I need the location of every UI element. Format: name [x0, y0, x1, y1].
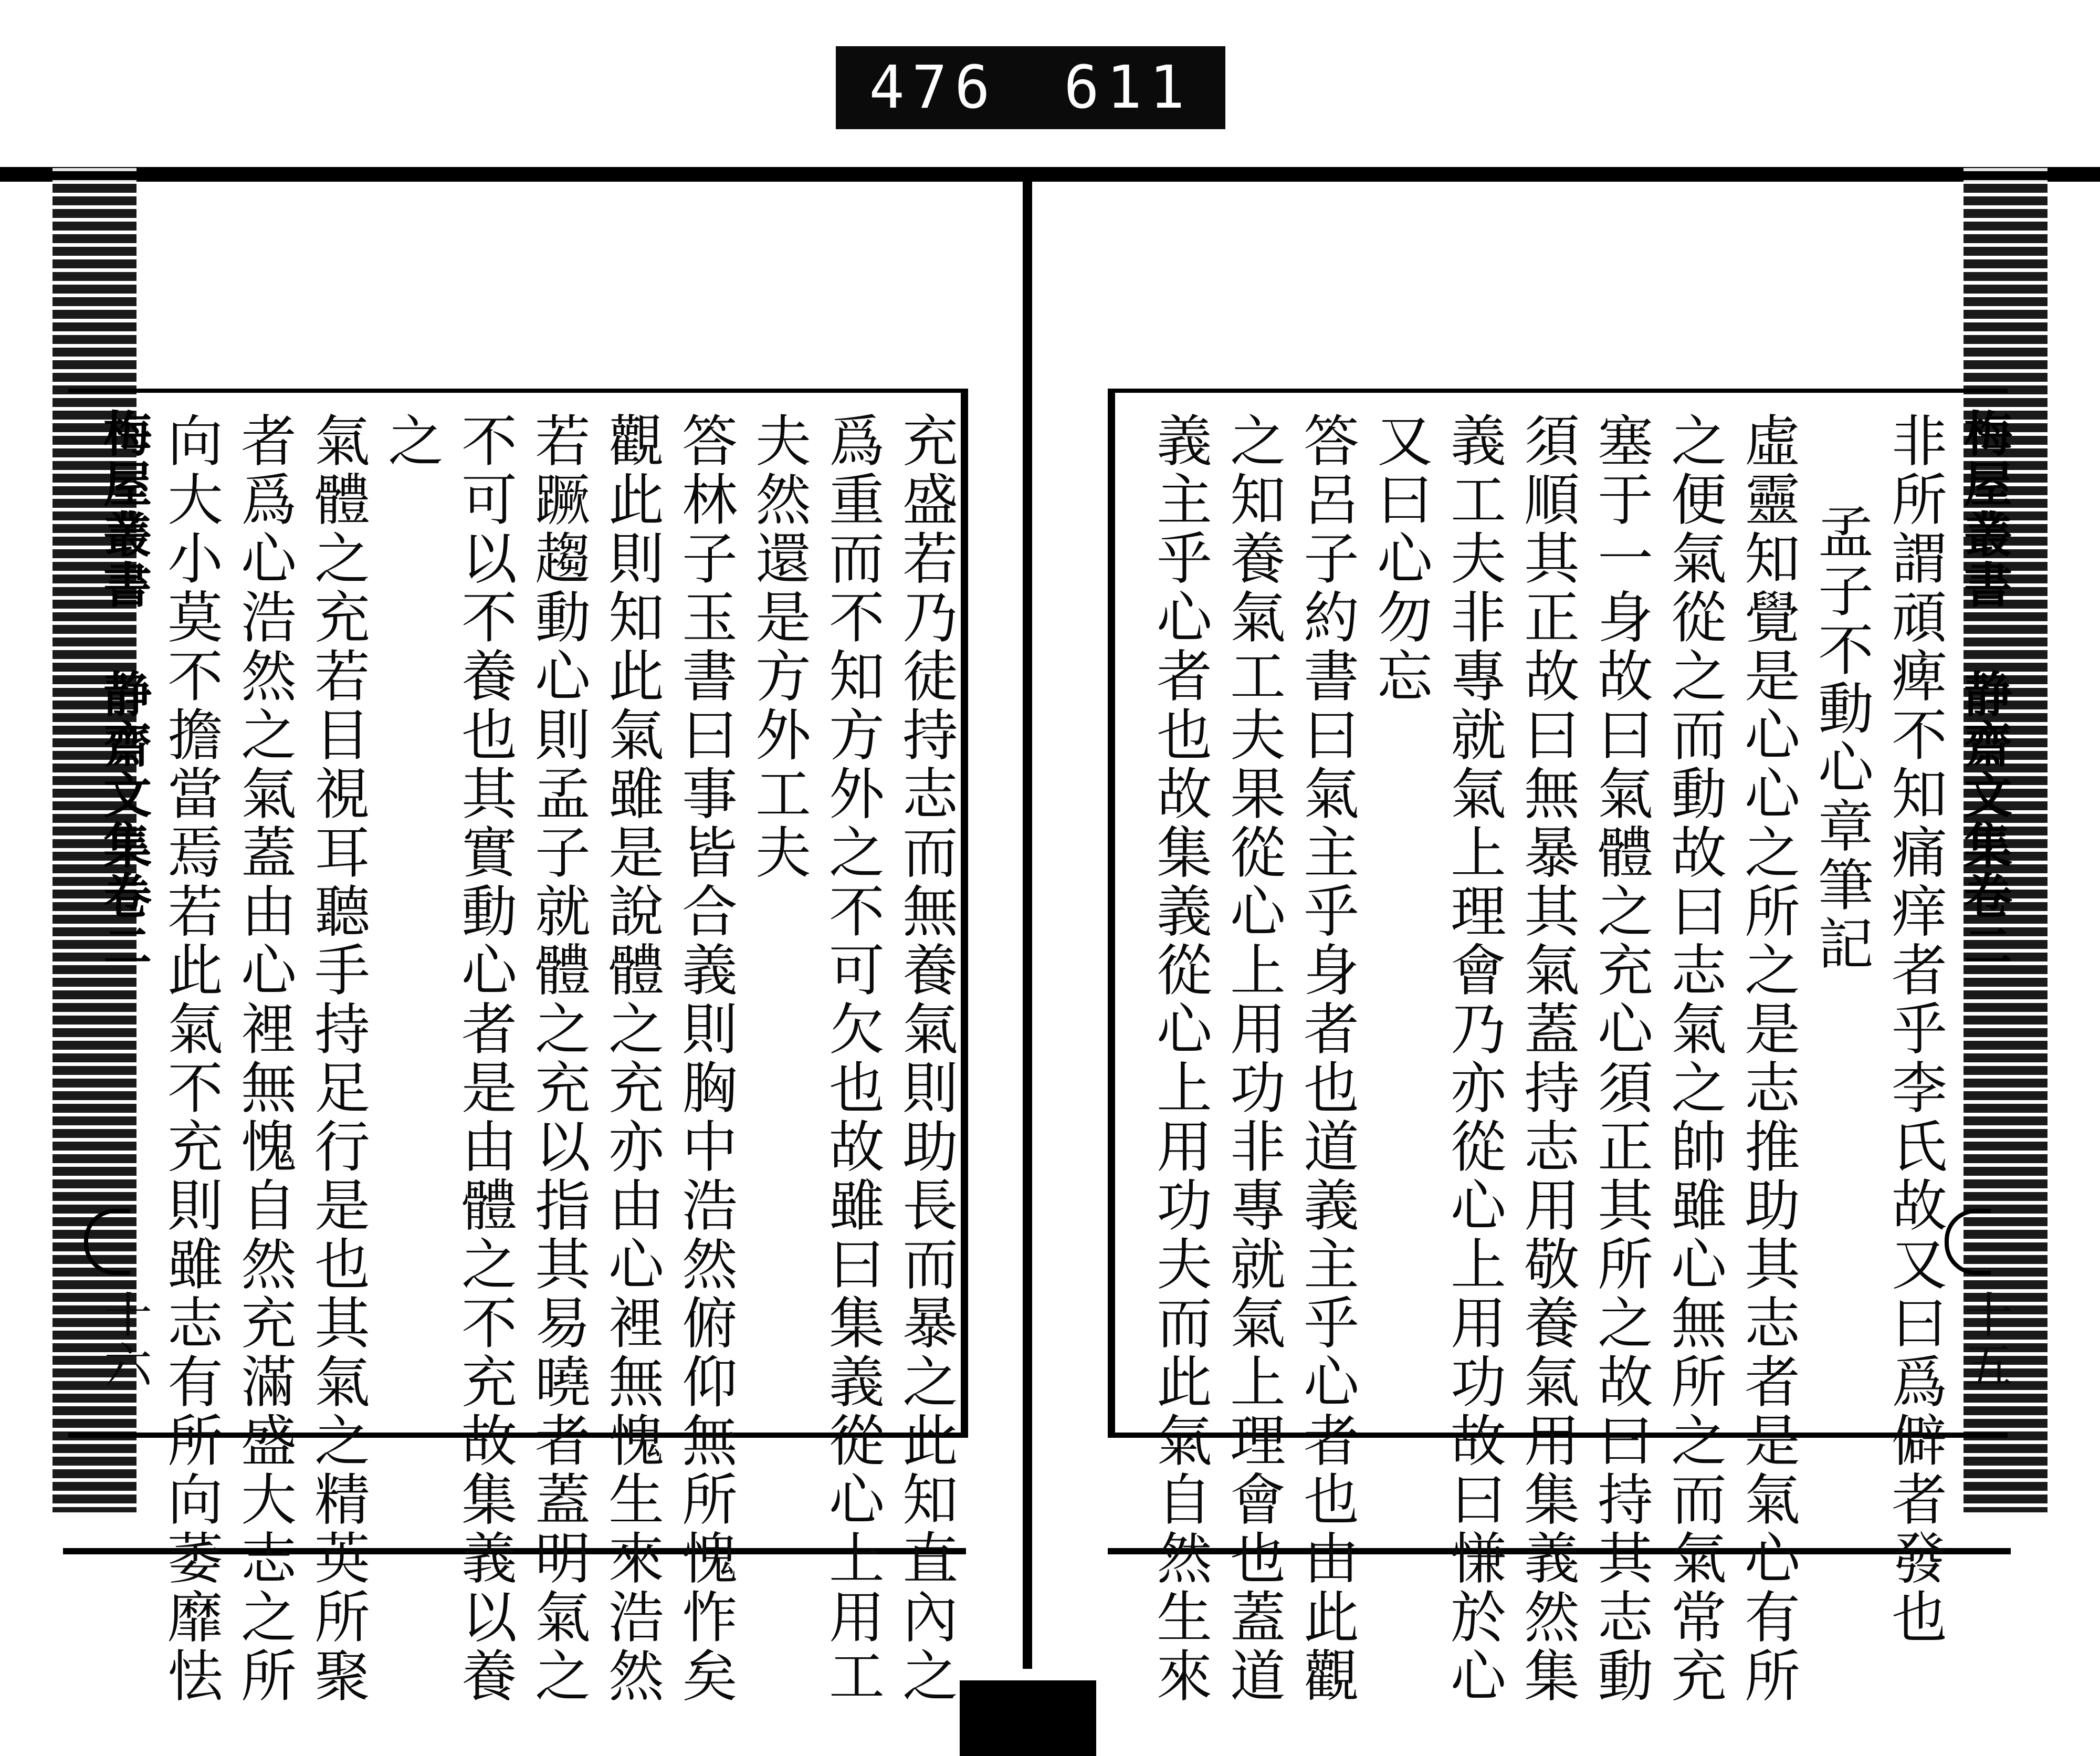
left-page: [68, 389, 968, 1706]
right-col-9: 答呂子約書曰氣主乎身者也道義主乎心者也由此觀: [1295, 412, 1359, 1706]
right-fishtail-mark: [1945, 1209, 1991, 1275]
archive-number-right: 611: [1064, 54, 1192, 122]
left-col-3: 夫然還是方外工夫: [747, 412, 811, 882]
right-page-number: 十五: [1957, 1290, 2013, 1391]
left-col-1: 充盛若乃徒持志而無養氣則助長而暴之此知直內之: [894, 412, 958, 1706]
right-col-11: 義主乎心者也故集義從心上用功夫而此氣自然生來: [1148, 412, 1212, 1706]
right-col-3: 虛靈知覺是心心之所之是志推助其志者是氣心有所: [1736, 412, 1800, 1706]
right-page: [1108, 389, 2013, 1706]
right-col-2: 孟子不動心章筆記: [1809, 503, 1874, 974]
right-margin-title: 梅屋叢書 静齋文集卷二: [1950, 409, 2019, 971]
left-margin-title: 梅屋叢書 静齋文集卷二: [89, 409, 159, 971]
left-col-9: 氣體之充若目視耳聽手持足行是也其氣之精英所聚: [306, 412, 370, 1706]
left-page-number: 十六: [96, 1290, 152, 1391]
top-rule: [0, 167, 2100, 182]
left-col-4: 答林子玉書曰事皆合義則胸中浩然俯仰無所愧怍矣: [673, 412, 738, 1706]
left-col-6: 若蹶趨動心則孟子就體之充以指其易曉者蓋明氣之: [526, 412, 591, 1706]
left-col-11: 向大小莫不擔當焉若此氣不充則雖志有所向萎靡怯: [159, 412, 223, 1706]
right-col-7: 義工夫非專就氣上理會乃亦從心上用功故曰慊於心: [1442, 412, 1506, 1706]
left-col-7: 不可以不養也其實動心者是由體之不充故集義以養: [453, 412, 517, 1706]
left-col-8: 之: [379, 412, 444, 471]
left-fishtail-mark: [84, 1209, 130, 1275]
right-col-6: 須順其正故曰無暴其氣蓋持志用敬養氣用集義然集: [1515, 412, 1580, 1706]
archive-label: [836, 46, 1225, 129]
left-col-5: 觀此則知此氣雖是說體之充亦由心裡無愧生來浩然: [600, 412, 664, 1706]
right-col-8: 又曰心勿忘: [1368, 412, 1433, 706]
archive-number-left: 476: [869, 54, 998, 122]
right-col-10: 之知養氣工夫果從心上用功非專就氣上理會也蓋道: [1221, 412, 1286, 1706]
center-fold: [1023, 167, 1032, 1669]
right-col-1: 非所謂頑痺不知痛痒者乎李氏故又曰爲僻者發也: [1883, 412, 1947, 1647]
right-col-5: 塞于一身故曰氣體之充心須正其所之故曰持其志動: [1589, 412, 1653, 1706]
left-col-10: 者爲心浩然之氣蓋由心裡無愧自然充滿盛大志之所: [232, 412, 297, 1706]
left-col-2: 爲重而不知方外之不可欠也故雖曰集義從心上用工: [820, 412, 885, 1706]
fold-foot: [960, 1680, 1096, 1756]
right-col-4: 之便氣從之而動故曰志氣之帥雖心無所之而氣常充: [1662, 412, 1727, 1706]
